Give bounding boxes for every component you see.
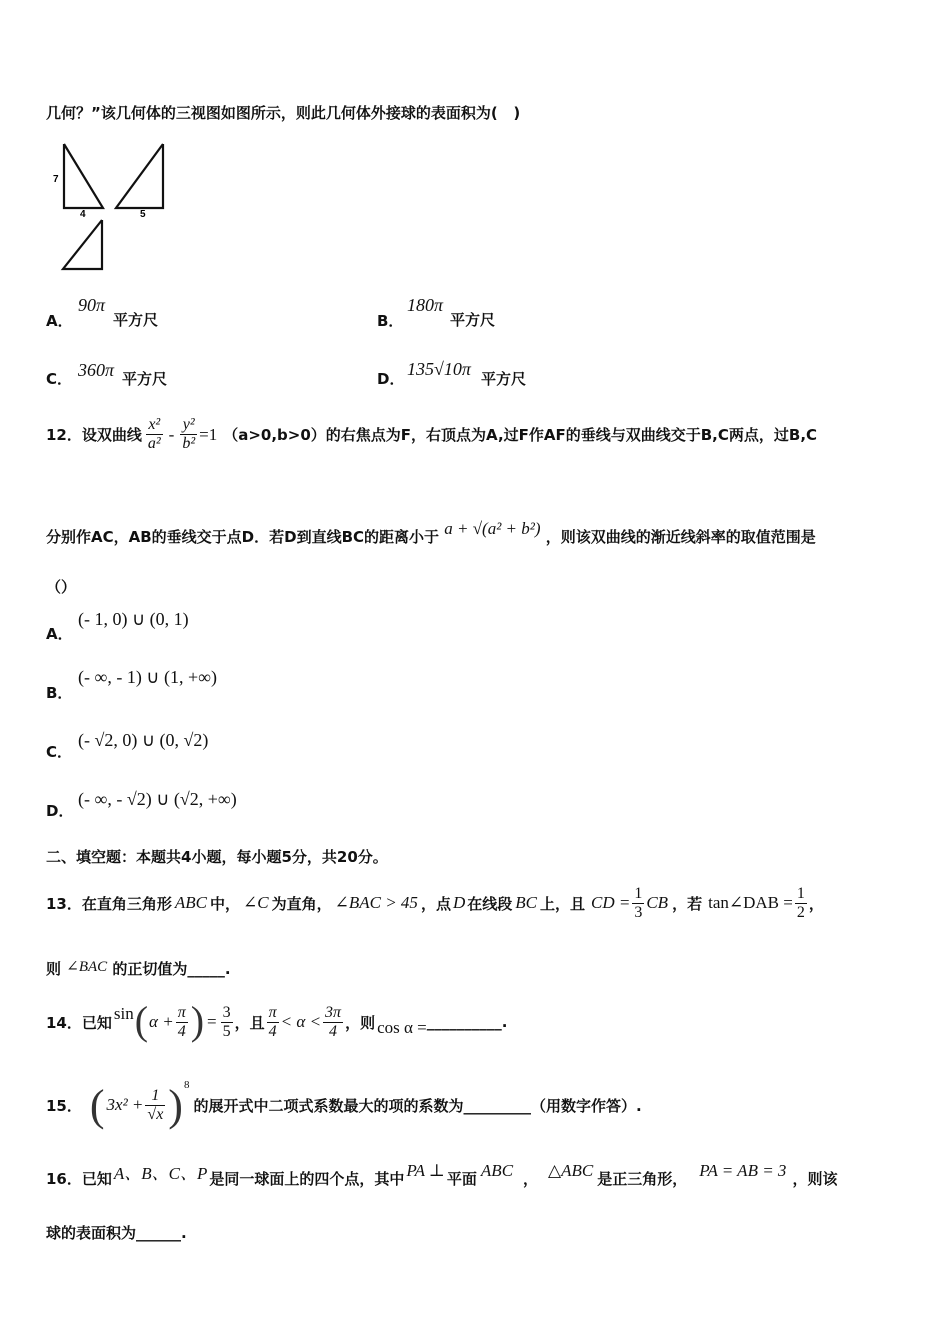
q12-frac1-num: x² xyxy=(146,416,163,435)
q16-line1 xyxy=(46,1158,837,1198)
q12-stem-b-pre: 分别作AC，AB的垂线交于点D．若D到直线BC的距离小于 xyxy=(46,528,440,546)
q15-t1: 15． xyxy=(46,1096,82,1115)
q14-frac-3-5-den: 5 xyxy=(222,1022,231,1040)
q13-m7-pre: tan∠DAB = xyxy=(708,893,793,912)
q14-frac-3-5 xyxy=(221,1004,233,1041)
q13-m3: ∠BAC > 45 xyxy=(334,893,418,912)
three-view-figure xyxy=(46,138,176,274)
q14-sin: sin xyxy=(113,1004,134,1023)
q12-frac1-den: a² xyxy=(147,435,161,452)
q16-t5: 是正三角形， xyxy=(597,1169,688,1188)
q13-m1: ABC xyxy=(174,893,207,912)
q12-option-b-label: B． xyxy=(46,684,73,702)
q14-cos: cos α = xyxy=(377,1018,427,1037)
q13-t7: ，若 xyxy=(672,894,703,913)
q15-expr: 3x² + xyxy=(106,1095,144,1114)
q13-m2: ∠C xyxy=(243,893,269,912)
q14-frac-pi-4-num: π xyxy=(177,1003,186,1021)
top-view-triangle xyxy=(63,220,102,269)
q16-t2: 是同一球面上的四个点，其中 xyxy=(209,1169,405,1188)
q14-t2: ，且 xyxy=(234,1013,265,1032)
q13-frac-1-2-den: 2 xyxy=(796,903,805,921)
q15-paren-open: ( xyxy=(89,1080,105,1130)
fig-label-5: 5 xyxy=(140,209,146,220)
q12-option-a-label: A． xyxy=(46,625,73,643)
q11-option-a-label: A． xyxy=(46,312,73,330)
q16-line2: 球的表面积为______. xyxy=(46,1224,187,1242)
q16-m2: PA ⊥ xyxy=(406,1161,445,1180)
q12-stem-c: （） xyxy=(46,578,77,596)
q12-frac2 xyxy=(180,416,197,453)
q14-eq: = xyxy=(207,1012,217,1031)
q11-option-b-unit: 平方尺 xyxy=(450,311,496,329)
q13-t2: 中， xyxy=(209,894,240,913)
q14-frac-pi-4-den: 4 xyxy=(177,1022,186,1040)
q16-m4: △ABC xyxy=(548,1161,594,1180)
q12-eq-rhs: =1 xyxy=(199,424,218,444)
q14-frac-pi-4b xyxy=(267,1004,279,1041)
q13-l2-t1: 则 xyxy=(46,960,62,978)
q11-option-a-value: 90π xyxy=(78,295,106,315)
q12-frac2-den: b² xyxy=(182,435,196,452)
q13-m6-pre: CD = xyxy=(591,893,631,912)
q14-frac-pi-4b-num: π xyxy=(268,1003,277,1021)
q13-frac-1-2-num: 1 xyxy=(796,884,805,902)
q12-frac2-num: y² xyxy=(180,416,197,435)
q16-t4: ， xyxy=(523,1169,539,1188)
q16-m3: ABC xyxy=(480,1161,514,1180)
q13-t3: 为直角， xyxy=(271,894,332,913)
q12-frac1 xyxy=(146,416,163,453)
q13-t4: ，点 xyxy=(420,894,451,913)
q14-frac-3-5-num: 3 xyxy=(222,1003,231,1021)
front-view-triangle xyxy=(64,144,103,208)
q13-line2 xyxy=(46,958,231,979)
q12-line1 xyxy=(46,416,817,453)
q15-frac-num: 1 xyxy=(145,1087,165,1106)
q13-line1 xyxy=(46,878,824,928)
q12-stem-a: （a>0,b>0）的右焦点为F，右顶点为A,过F作AF的垂线与双曲线交于B,C两点，过B,C xyxy=(223,426,818,444)
q12-stem-b-expr: a + √(a² + b²) xyxy=(444,519,541,538)
q14-paren-open: ( xyxy=(134,997,149,1043)
q14-frac-pi-4 xyxy=(176,1004,188,1041)
q15-frac xyxy=(145,1087,165,1124)
section2-heading: 二、填空题：本题共4小题，每小题5分，共20分。 xyxy=(46,848,388,866)
q13-l2-m1: ∠BAC xyxy=(66,959,108,975)
side-view-triangle xyxy=(116,144,163,208)
q16-m5: PA = AB = 3 xyxy=(699,1161,787,1180)
q11-option-c-value: 360π xyxy=(78,360,115,380)
q15-line xyxy=(46,1078,642,1132)
q13-frac-1-2 xyxy=(795,885,807,922)
q16-t6: ，则该 xyxy=(792,1169,838,1188)
q13-t6: 上，且 xyxy=(539,894,585,913)
q12-option-d-label: D． xyxy=(46,802,74,820)
q11-option-d-value: 135√10π xyxy=(407,359,471,379)
q11-stem: 几何？”该几何体的三视图如图所示，则此几何体外接球的表面积为( ) xyxy=(46,104,521,122)
q12-option-c-value: (- √2, 0) ∪ (0, √2) xyxy=(78,730,209,750)
q14-t1: 14．已知 xyxy=(46,1013,112,1032)
q12-option-b-value: (- ∞, - 1) ∪ (1, +∞) xyxy=(78,667,217,687)
q12-option-a-value: (- 1, 0) ∪ (0, 1) xyxy=(78,609,189,629)
q12-minus: - xyxy=(168,424,175,444)
q14-frac-3pi-4 xyxy=(323,1004,343,1041)
q11-option-d-label: D． xyxy=(377,370,405,388)
q16-t1: 16．已知 xyxy=(46,1169,112,1188)
q14-frac-pi-4b-den: 4 xyxy=(268,1022,277,1040)
q14-t4: __________. xyxy=(426,1013,508,1031)
q13-m6-post: CB xyxy=(646,893,669,912)
q13-frac-1-3 xyxy=(632,885,644,922)
q13-l2-t2: 的正切值为_____. xyxy=(112,960,231,978)
q16-m1: A、B、C、P xyxy=(113,1163,208,1183)
q14-t3: ，则 xyxy=(345,1013,376,1032)
q14-lt: < α < xyxy=(280,1012,322,1031)
q15-frac-den: √x xyxy=(147,1105,164,1123)
q12-option-c-label: C． xyxy=(46,743,73,761)
q13-m4: D xyxy=(452,893,466,912)
q12-number: 12．设双曲线 xyxy=(46,426,142,444)
q11-option-b-value: 180π xyxy=(407,295,444,315)
q11-option-d-unit: 平方尺 xyxy=(481,370,527,388)
q15-t2: 的展开式中二项式系数最大的项的系数为_________（用数字作答）. xyxy=(193,1096,642,1115)
q13-t5: 在线段 xyxy=(467,894,513,913)
q12-line2 xyxy=(46,519,816,547)
q11-option-a-unit: 平方尺 xyxy=(113,311,159,329)
q14-frac-3pi-4-den: 4 xyxy=(329,1022,338,1040)
q16-t3: 平面 xyxy=(446,1169,477,1188)
q14-alpha: α + xyxy=(149,1012,174,1031)
fig-label-7: 7 xyxy=(53,174,59,185)
q13-t1: 13．在直角三角形 xyxy=(46,894,172,913)
q12-option-d-value: (- ∞, - √2) ∪ (√2, +∞) xyxy=(78,789,237,809)
q14-paren-close: ) xyxy=(190,997,205,1043)
q15-paren-close: ) xyxy=(168,1080,183,1130)
q11-option-c-label: C． xyxy=(46,370,73,388)
q14-line xyxy=(46,996,507,1048)
q13-t8: ， xyxy=(808,894,824,913)
q13-m5: BC xyxy=(515,893,537,912)
q13-frac-1-3-num: 1 xyxy=(634,884,643,902)
q14-frac-3pi-4-num: 3π xyxy=(325,1003,342,1021)
q11-option-c-unit: 平方尺 xyxy=(122,370,168,388)
q13-frac-1-3-den: 3 xyxy=(634,903,643,921)
q15-exponent: 8 xyxy=(183,1079,190,1091)
q11-option-b-label: B． xyxy=(377,312,404,330)
fig-label-4: 4 xyxy=(80,209,86,220)
q12-stem-b-post: ，则该双曲线的渐近线斜率的取值范围是 xyxy=(545,528,816,546)
